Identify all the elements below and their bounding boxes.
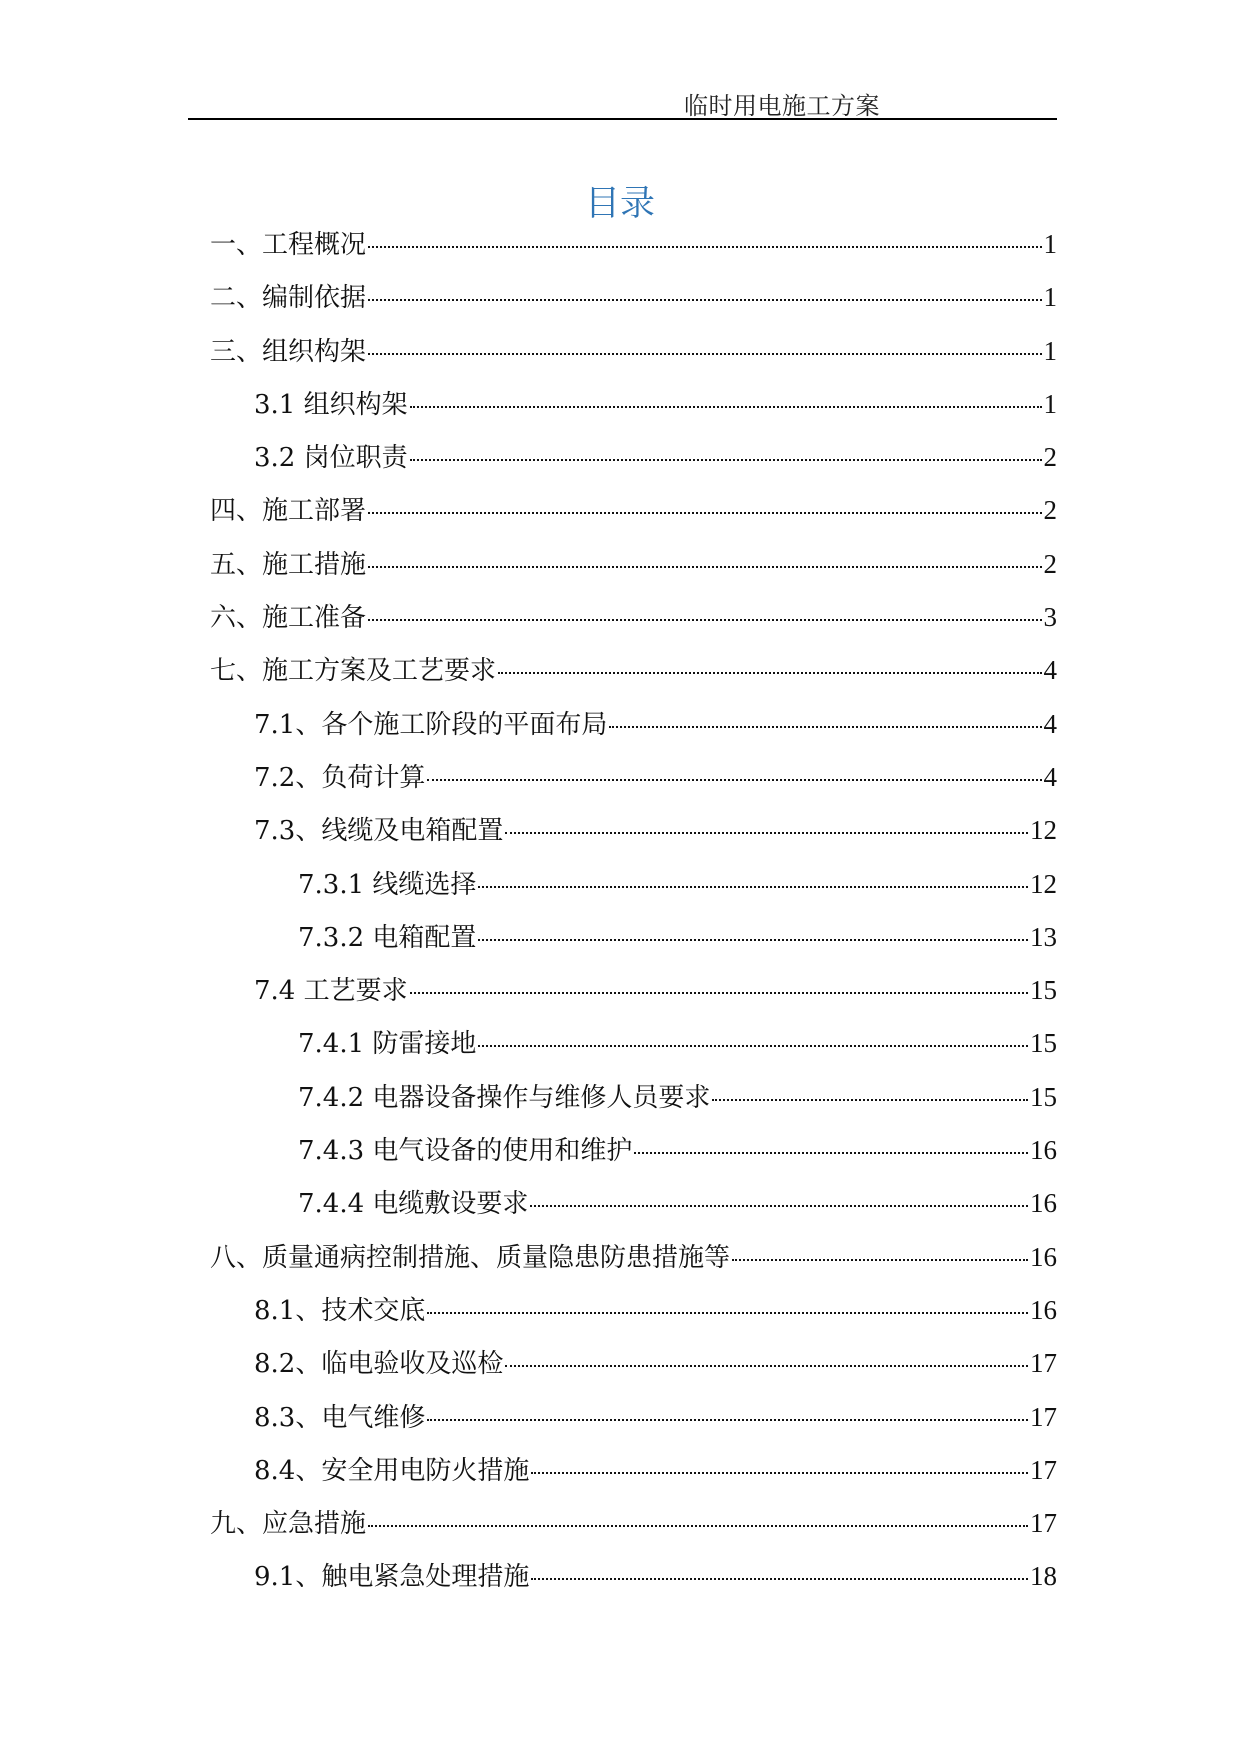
toc-entry[interactable] xyxy=(210,964,1057,1017)
toc-dot-leader xyxy=(732,1237,1028,1261)
toc-entry[interactable] xyxy=(210,1177,1057,1230)
toc-dot-leader xyxy=(531,1450,1028,1474)
toc-entry-page-number: 13 xyxy=(1030,921,1057,952)
toc-dot-leader xyxy=(478,864,1028,888)
toc-entry-page-number: 15 xyxy=(1030,975,1057,1006)
header-divider xyxy=(188,118,1057,120)
toc-dot-leader xyxy=(634,1130,1028,1154)
toc-entry-label: 五、施工措施 xyxy=(210,549,367,580)
toc-entry[interactable] xyxy=(210,1017,1057,1070)
toc-dot-leader xyxy=(368,277,1041,301)
toc-entry-label: 7.2、负荷计算 xyxy=(254,762,426,793)
toc-entry-page-number: 15 xyxy=(1030,1028,1057,1059)
toc-entry[interactable] xyxy=(210,538,1057,591)
toc-entry-page-number: 1 xyxy=(1043,388,1057,419)
toc-dot-leader xyxy=(368,1503,1028,1527)
toc-entry-label: 7.4.3 电气设备的使用和维护 xyxy=(298,1136,633,1167)
toc-entry-page-number: 16 xyxy=(1030,1188,1057,1219)
table-of-contents xyxy=(210,218,1057,1604)
toc-entry-page-number: 15 xyxy=(1030,1081,1057,1112)
toc-entry-label: 7.3.1 线缆选择 xyxy=(298,869,477,900)
toc-entry-label: 8.4、安全用电防火措施 xyxy=(254,1455,530,1486)
toc-entry-label: 8.3、电气维修 xyxy=(254,1402,426,1433)
toc-entry-label: 七、施工方案及工艺要求 xyxy=(210,656,497,687)
toc-entry-label: 8.2、临电验收及巡检 xyxy=(254,1349,504,1380)
toc-entry-label: 3.2 岗位职责 xyxy=(254,443,408,474)
toc-entry-page-number: 4 xyxy=(1043,655,1057,686)
toc-entry-page-number: 12 xyxy=(1030,868,1057,899)
toc-entry-page-number: 16 xyxy=(1030,1294,1057,1325)
toc-entry-page-number: 12 xyxy=(1030,815,1057,846)
toc-entry-page-number: 17 xyxy=(1030,1508,1057,1539)
toc-entry-page-number: 1 xyxy=(1043,282,1057,313)
toc-dot-leader xyxy=(368,544,1041,568)
toc-entry[interactable] xyxy=(210,644,1057,697)
toc-entry-label: 9.1、触电紧急处理措施 xyxy=(254,1562,530,1593)
toc-entry-label: 四、施工部署 xyxy=(210,496,367,527)
toc-entry-page-number: 4 xyxy=(1043,761,1057,792)
toc-entry-page-number: 16 xyxy=(1030,1135,1057,1166)
toc-entry-page-number: 18 xyxy=(1030,1561,1057,1592)
toc-entry[interactable] xyxy=(210,378,1057,431)
toc-dot-leader xyxy=(505,1343,1028,1367)
toc-entry[interactable] xyxy=(210,751,1057,804)
toc-dot-leader xyxy=(368,331,1041,355)
header-title: 临时用电施工方案 xyxy=(684,92,880,120)
toc-entry-label: 六、施工准备 xyxy=(210,603,367,634)
toc-dot-leader xyxy=(478,1023,1028,1047)
toc-entry-label: 九、应急措施 xyxy=(210,1509,367,1540)
toc-entry-label: 一、工程概况 xyxy=(210,230,367,260)
toc-entry-label: 3.1 组织构架 xyxy=(254,389,408,420)
toc-entry-label: 7.4.4 电缆敷设要求 xyxy=(298,1189,529,1220)
toc-entry[interactable] xyxy=(210,218,1057,271)
toc-dot-leader xyxy=(427,757,1041,781)
toc-dot-leader xyxy=(368,490,1041,514)
toc-entry[interactable] xyxy=(210,911,1057,964)
toc-dot-leader xyxy=(410,384,1042,408)
toc-dot-leader xyxy=(712,1077,1028,1101)
toc-entry[interactable] xyxy=(210,1391,1057,1444)
toc-entry[interactable] xyxy=(210,804,1057,857)
toc-title: 目录 xyxy=(584,184,655,224)
toc-entry[interactable] xyxy=(210,271,1057,324)
toc-dot-leader xyxy=(410,437,1042,461)
toc-entry-label: 7.1、各个施工阶段的平面布局 xyxy=(254,709,608,740)
toc-entry[interactable] xyxy=(210,1284,1057,1337)
toc-entry-page-number: 16 xyxy=(1030,1241,1057,1272)
toc-entry-page-number: 17 xyxy=(1030,1401,1057,1432)
toc-entry-label: 八、质量通病控制措施、质量隐患防患措施等 xyxy=(210,1242,731,1273)
toc-entry[interactable] xyxy=(210,484,1057,537)
toc-entry[interactable] xyxy=(210,431,1057,484)
toc-dot-leader xyxy=(427,1290,1028,1314)
toc-dot-leader xyxy=(368,224,1041,248)
toc-entry[interactable] xyxy=(210,1550,1057,1603)
toc-dot-leader xyxy=(531,1556,1028,1580)
toc-entry-label: 7.4.1 防雷接地 xyxy=(298,1029,477,1060)
toc-entry-label: 7.3.2 电箱配置 xyxy=(298,922,477,953)
toc-entry[interactable] xyxy=(210,1337,1057,1390)
toc-entry-label: 8.1、技术交底 xyxy=(254,1295,426,1326)
toc-dot-leader xyxy=(368,597,1041,621)
toc-entry-page-number: 17 xyxy=(1030,1454,1057,1485)
toc-dot-leader xyxy=(410,970,1028,994)
toc-entry[interactable] xyxy=(210,858,1057,911)
toc-entry-page-number: 4 xyxy=(1043,708,1057,739)
toc-entry-label: 二、编制依据 xyxy=(210,283,367,314)
toc-entry[interactable] xyxy=(210,591,1057,644)
toc-entry-page-number: 2 xyxy=(1043,495,1057,526)
toc-entry[interactable] xyxy=(210,698,1057,751)
toc-entry-page-number: 3 xyxy=(1043,602,1057,633)
toc-entry[interactable] xyxy=(210,1124,1057,1177)
toc-dot-leader xyxy=(427,1397,1028,1421)
toc-entry-label: 7.4.2 电器设备操作与维修人员要求 xyxy=(298,1082,711,1113)
toc-entry-page-number: 1 xyxy=(1043,335,1057,366)
toc-entry-label: 7.4 工艺要求 xyxy=(254,976,408,1007)
toc-entry[interactable] xyxy=(210,1231,1057,1284)
toc-entry-page-number: 2 xyxy=(1043,442,1057,473)
toc-dot-leader xyxy=(478,917,1028,941)
toc-entry-page-number: 17 xyxy=(1030,1348,1057,1379)
toc-entry-label: 7.3、线缆及电箱配置 xyxy=(254,816,504,847)
toc-entry[interactable] xyxy=(210,1071,1057,1124)
toc-dot-leader xyxy=(530,1183,1028,1207)
toc-entry[interactable] xyxy=(210,325,1057,378)
toc-dot-leader xyxy=(505,810,1028,834)
toc-dot-leader xyxy=(609,704,1041,728)
toc-entry-page-number: 2 xyxy=(1043,548,1057,579)
toc-entry[interactable] xyxy=(210,1497,1057,1550)
toc-entry[interactable] xyxy=(210,1444,1057,1497)
toc-entry-page-number: 1 xyxy=(1043,229,1057,259)
toc-entry-label: 三、组织构架 xyxy=(210,336,367,367)
toc-dot-leader xyxy=(498,650,1041,674)
